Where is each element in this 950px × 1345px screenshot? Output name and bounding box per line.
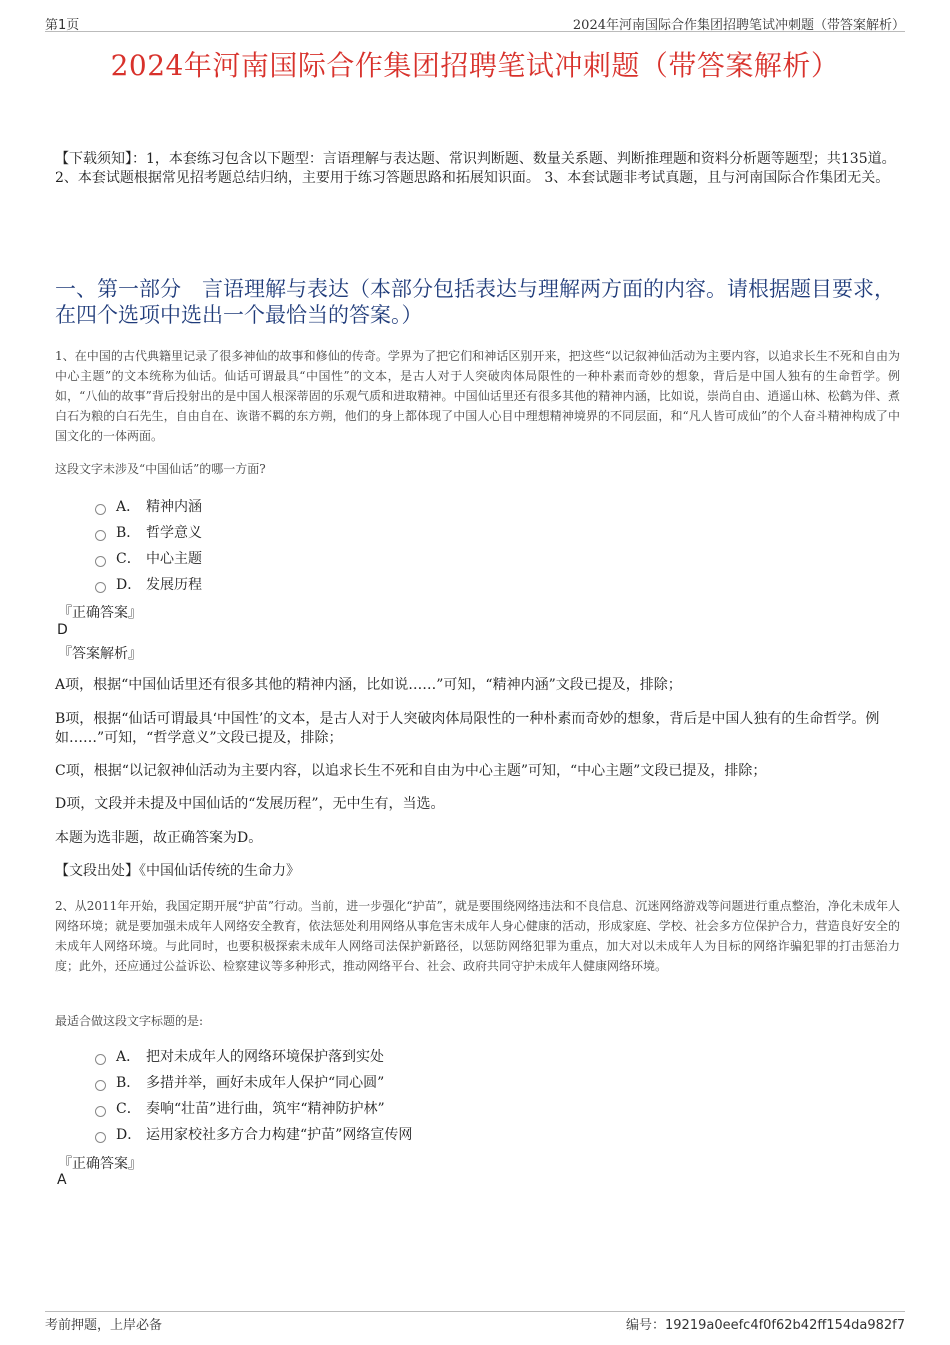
question-2-option-c[interactable] — [95, 1095, 412, 1121]
footer-slogan: 考前押题，上岸必备 — [45, 1318, 163, 1333]
analysis-a: A项，根据“中国仙话里还有很多其他的精神内涵，比如说……”可知，“精神内涵”文段已提及，排除； — [55, 677, 682, 693]
analysis-c: C项，根据“以记叙神仙活动为主要内容，以追求长生不死和自由为中心主题”可知，“中心主题”文段已提及，排除； — [55, 763, 767, 779]
radio-icon[interactable] — [95, 1054, 106, 1065]
radio-icon[interactable] — [95, 1106, 106, 1117]
radio-icon[interactable] — [95, 504, 106, 515]
option-text: 把对未成年人的网络环境保护落到实处 — [146, 1049, 384, 1065]
question-2-answer-label: 『正确答案』 — [58, 1156, 142, 1172]
download-notice: 【下载须知】：1，本套练习包含以下题型：言语理解与表达题、常识判断题、数量关系题、判断推理题和资料分析题等题型；共135道。 2、本套试题根据常见招考题总结归纳，主要用于练习答题思路和拓展知识面。 3、本套试题非考试真题，且与河南国际合作集团无关。 — [55, 151, 896, 186]
question-1-option-c[interactable] — [95, 545, 202, 571]
footer-divider — [45, 1311, 905, 1312]
question-2-option-a[interactable] — [95, 1043, 412, 1069]
option-letter: B． — [116, 1075, 141, 1091]
option-letter: B． — [116, 525, 141, 541]
radio-icon[interactable] — [95, 530, 106, 541]
analysis-d: D项，文段并未提及中国仙话的“发展历程”，无中生有，当选。 — [55, 796, 445, 812]
option-text: 精神内涵 — [146, 499, 202, 515]
analysis-b: B项，根据“仙话可谓最具‘中国性’的文本，是古人对于人突破肉体局限性的一种朴素而奇妙的想象，背后是中国人独有的生命哲学。例如……”可知，“哲学意义”文段已提及，排除； — [55, 711, 880, 746]
question-2-options — [95, 1043, 412, 1147]
radio-icon[interactable] — [95, 1132, 106, 1143]
question-2-answer: A — [57, 1172, 67, 1188]
radio-icon[interactable] — [95, 582, 106, 593]
question-1-option-b[interactable] — [95, 519, 202, 545]
option-text: 多措并举，画好未成年人保护“同心圆” — [146, 1075, 385, 1091]
page-number: 第1页 — [45, 18, 80, 33]
option-letter: D． — [116, 1127, 142, 1143]
option-text: 中心主题 — [146, 551, 202, 567]
code-value: 19219a0eefc4f0f62b42ff154da982f7 — [665, 1318, 905, 1333]
radio-icon[interactable] — [95, 1080, 106, 1091]
section-heading: 一、第一部分 言语理解与表达（本部分包括表达与理解两方面的内容。请根据题目要求，在四个选项中选出一个最恰当的答案。） — [55, 277, 895, 327]
header-divider — [45, 31, 905, 32]
document-title: 2024年河南国际合作集团招聘笔试冲刺题（带答案解析） — [110, 49, 840, 82]
code-label: 编号： — [625, 1318, 665, 1333]
question-1-option-a[interactable] — [95, 493, 202, 519]
radio-icon[interactable] — [95, 556, 106, 567]
question-1-analysis-label: 『答案解析』 — [58, 646, 142, 662]
option-text: 奏响“壮苗”进行曲，筑牢“精神防护林” — [146, 1101, 385, 1117]
option-text: 运用家校社多方合力构建“护苗”网络宣传网 — [146, 1127, 413, 1143]
option-letter: C． — [116, 551, 141, 567]
question-2-prompt: 最适合做这段文字标题的是: — [55, 1014, 204, 1028]
analysis-conclusion: 本题为选非题，故正确答案为D。 — [55, 830, 263, 846]
passage-source: 【文段出处】《中国仙话传统的生命力》 — [55, 863, 300, 879]
running-title: 2024年河南国际合作集团招聘笔试冲刺题（带答案解析） — [572, 18, 905, 33]
option-letter: A． — [116, 1049, 141, 1065]
question-1-prompt: 这段文字未涉及“中国仙话”的哪一方面? — [55, 462, 266, 476]
question-2-passage: 2、从2011年开始，我国定期开展“护苗”行动。当前，进一步强化“护苗”，就是要围绕网络违法和不良信息、沉迷网络游戏等问题进行重点整治，净化未成年人网络环境；就是要加强未成年人网络安全教育，依法惩处利用网络从事危害未成年人身心健康的活动，形成家庭、学校、社会多方位保护合力，营造良好安全的未成年人网络环境。与此同时，也要积极探索未成年人网络司法保护新路径，以惩防网络犯罪为重点，加大对以未成年人为目标的网络诈骗犯罪的打击惩治力度；此外，还应通过公益诉讼、检察建议等多种形式，推动网络平台、社会、政府共同守护未成年人健康网络环境。 — [55, 899, 900, 973]
question-1-answer: D — [57, 622, 68, 638]
question-2-option-b[interactable] — [95, 1069, 412, 1095]
option-letter: A． — [116, 499, 141, 515]
document-code — [626, 1314, 905, 1333]
option-text: 发展历程 — [146, 577, 202, 593]
option-text: 哲学意义 — [146, 525, 202, 541]
question-1-passage: 1、在中国的古代典籍里记录了很多神仙的故事和修仙的传奇。学界为了把它们和神话区别开来，把这些“以记叙神仙活动为主要内容，以追求长生不死和自由为中心主题”的文本统称为仙话。仙话可谓最具“中国性”的文本，是古人对于人突破肉体局限性的一种朴素而奇妙的想象，背后是中国人独有的生命哲学。例如，“八仙的故事”背后投射出的是中国人根深蒂固的乐观气质和进取精神。中国仙话里还有很多其他的精神内涵，比如说，崇尚自由、逍遥山林、松鹤为伴、煮白石为粮的白石先生，自由自在、诙谐不羁的东方朔，他们的身上都体现了中国人心目中理想精神境界的不同层面，和“凡人皆可成仙”的个人奋斗精神构成了中国文化的一体两面。 — [55, 349, 900, 443]
question-2-option-d[interactable] — [95, 1121, 412, 1147]
option-letter: C． — [116, 1101, 141, 1117]
option-letter: D． — [116, 577, 142, 593]
question-1-option-d[interactable] — [95, 571, 202, 597]
question-1-options — [95, 493, 202, 597]
question-1-answer-label: 『正确答案』 — [58, 605, 142, 621]
